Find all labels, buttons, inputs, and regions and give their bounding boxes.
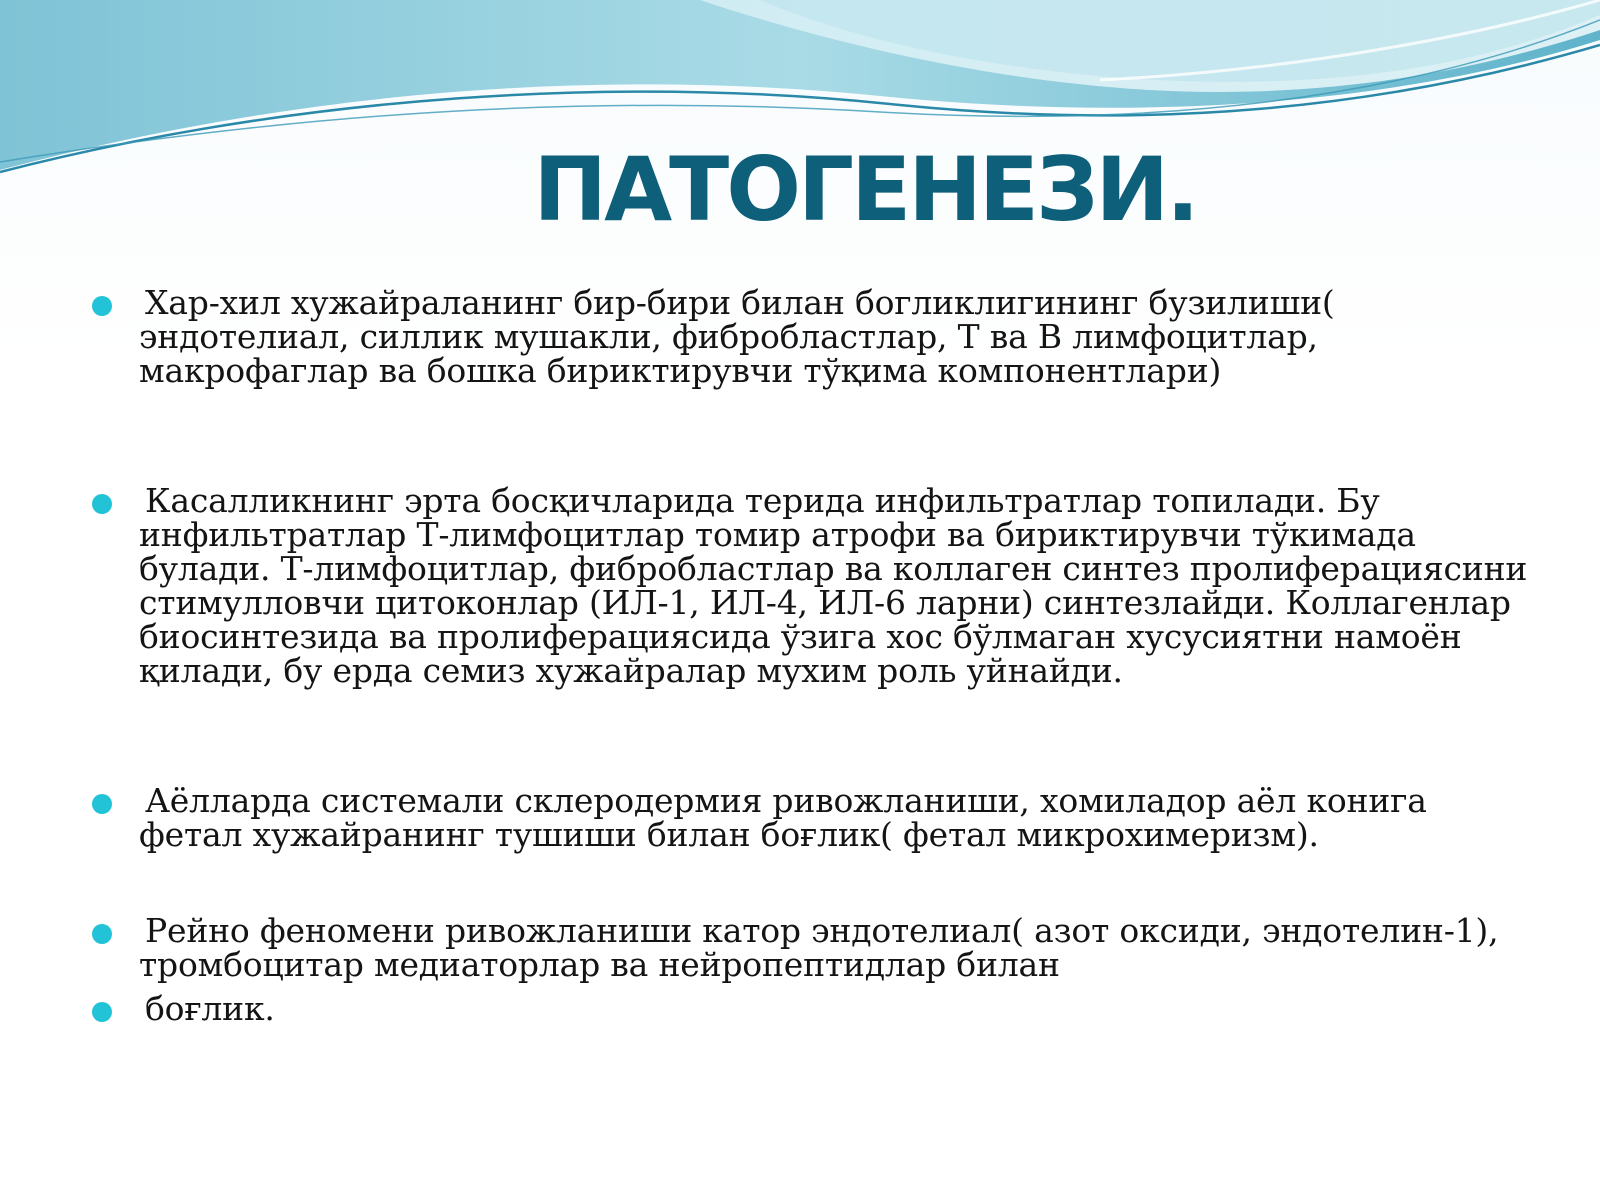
bullet-dot-icon — [92, 296, 112, 316]
bullet-text: боғлик. — [145, 989, 275, 1028]
bullet-text: Рейно феномени ривожланиши катор эндотелиал( азот оксиди, эндотелин-1), тромбоцитар медиаторлар ва нейропептидлар билан — [139, 911, 1499, 984]
bullet-text: Касалликнинг эрта босқичларида терида инфильтратлар топилади. Бу инфильтратлар Т-лимфоцитлар томир атрофи ва бириктирувчи тўкимада булади. Т-лимфоцитлар, фибробластлар ва коллаген синтез пролиферациясини стимулловчи цитоконлар (ИЛ-1, ИЛ-4, ИЛ-6 ларни) синтезлайди. Коллагенлар биосинтезида ва пролиферациясида ўзига хос бўлмаган хусусиятни намоён қилади, бу ерда семиз хужайралар мухим роль уйнайди. — [139, 481, 1528, 690]
bullet-dot-icon — [92, 794, 112, 814]
bullet-dot-icon — [92, 924, 112, 944]
bullet-text: Аёлларда системали склеродермия ривожланиши, хомиладор аёл конига фетал хужайранинг тушиши билан боғлик( фетал микрохимеризм). — [139, 781, 1427, 854]
slide-title: ПАТОГЕНЕЗИ. — [533, 138, 1197, 241]
bullet-dot-icon — [92, 494, 112, 514]
bullet-text: Хар-хил хужайраланинг бир-бири билан богликлигининг бузилиши( эндотелиал, силлик мушакли, фибробластлар, Т ва В лимфоцитлар, макрофаглар ва бошка бириктирувчи тўқима компонентлари) — [139, 283, 1335, 390]
bullet-dot-icon — [92, 1002, 112, 1022]
